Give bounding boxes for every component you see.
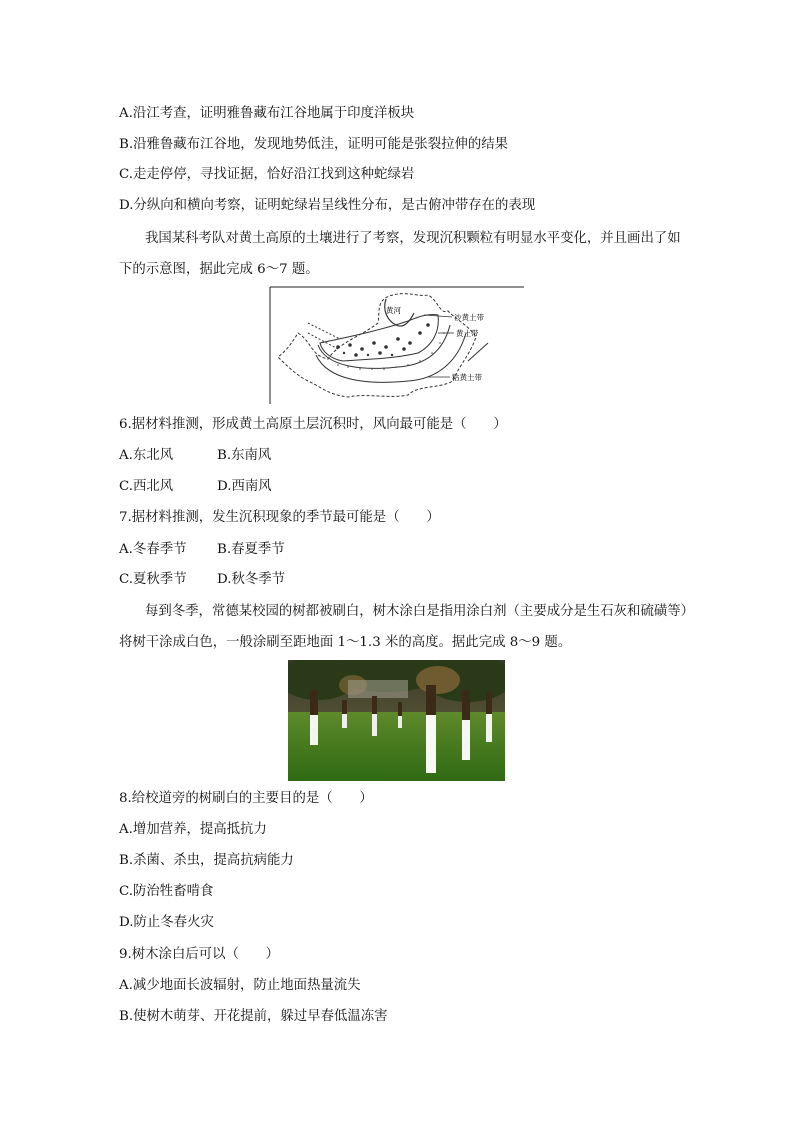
- q8-option-d: D.防止冬春火灾: [119, 915, 214, 930]
- clay-label: 粘黄土带: [452, 373, 482, 382]
- q9-option-a: A.减少地面长波辐射，防止地面热量流失: [119, 978, 361, 993]
- building: [348, 680, 408, 698]
- wind-arrow-1: [308, 323, 340, 339]
- loess-label: 黄土带: [456, 329, 479, 338]
- q6-row-2: [119, 478, 272, 496]
- q5-option-d: D.分纵向和横向考察，证明蛇绿岩呈线性分布，是古俯冲带存在的表现: [119, 198, 536, 213]
- passage-loess-text: 我国某科考队对黄土高原的土壤进行了考察，发现沉积颗粒有明显水平变化，并且画出了如下的示意图，据此完成 6～7 题。: [119, 231, 681, 277]
- q9-option-b: B.使树木萌芽、开花提前，躲过早春低温冻害: [119, 1009, 388, 1024]
- q7-row-1: [119, 541, 285, 559]
- q5-option-b: B.沿雅鲁藏布江谷地，发现地势低洼，证明可能是张裂拉伸的结果: [119, 137, 509, 152]
- whitewashed-trees-photo: [288, 660, 505, 781]
- q6-option-a: A.东北风: [119, 448, 174, 463]
- q8-stem: 8.给校道旁的树刷白的主要目的是（ ）: [119, 791, 373, 806]
- wind-arrow-3: [468, 343, 488, 361]
- loess-plateau-map: [268, 285, 526, 405]
- q9-stem: 9.树木涂白后可以（ ）: [119, 947, 280, 962]
- passage-tree-text: 每到冬季，常德某校园的树都被刷白，树木涂白是指用涂白剂（主要成分是生石灰和硫磺等）将树干涂成白色，一般涂刷至距地面 1～1.3 米的高度。据此完成 8～9 题。: [119, 604, 688, 650]
- q5-option-c: C.走走停停，寻找证据，恰好沿江找到这种蛇绿岩: [119, 167, 415, 182]
- lawn: [288, 712, 505, 781]
- q8-option-c: C.防治牲畜啃食: [119, 884, 214, 899]
- q8-option-b: B.杀菌、杀虫，提高抗病能力: [119, 853, 294, 868]
- region-boundary: [278, 294, 476, 397]
- q7-stem: 7.据材料推测，发生沉积现象的季节最可能是（ ）: [119, 510, 440, 525]
- q6-row-1: [119, 447, 272, 465]
- q6-option-b: B.东南风: [217, 448, 272, 463]
- q7-option-a: A.冬春季节: [119, 542, 187, 557]
- q6-option-d: D.西南风: [217, 479, 272, 494]
- q7-row-2: [119, 571, 286, 589]
- q6-stem: 6.据材料推测，形成黄土高原土层沉积时，风向最可能是（ ）: [119, 417, 507, 432]
- q5-option-a: A.沿江考查，证明雅鲁藏布江谷地属于印度洋板块: [119, 106, 415, 121]
- q7-option-d: D.秋冬季节: [217, 572, 286, 587]
- q7-option-c: C.夏秋季节: [119, 572, 187, 587]
- q8-option-a: A.增加营养，提高抵抗力: [119, 822, 267, 837]
- passage-tree-whitewash: [119, 596, 693, 658]
- sandy-label: 沙黄土带: [454, 313, 484, 322]
- q6-option-c: C.西北风: [119, 479, 174, 494]
- loess-belt-dots: [337, 332, 445, 370]
- river-label: 黄河: [386, 306, 401, 315]
- passage-loess: [119, 223, 693, 285]
- q7-option-b: B.春夏季节: [217, 542, 285, 557]
